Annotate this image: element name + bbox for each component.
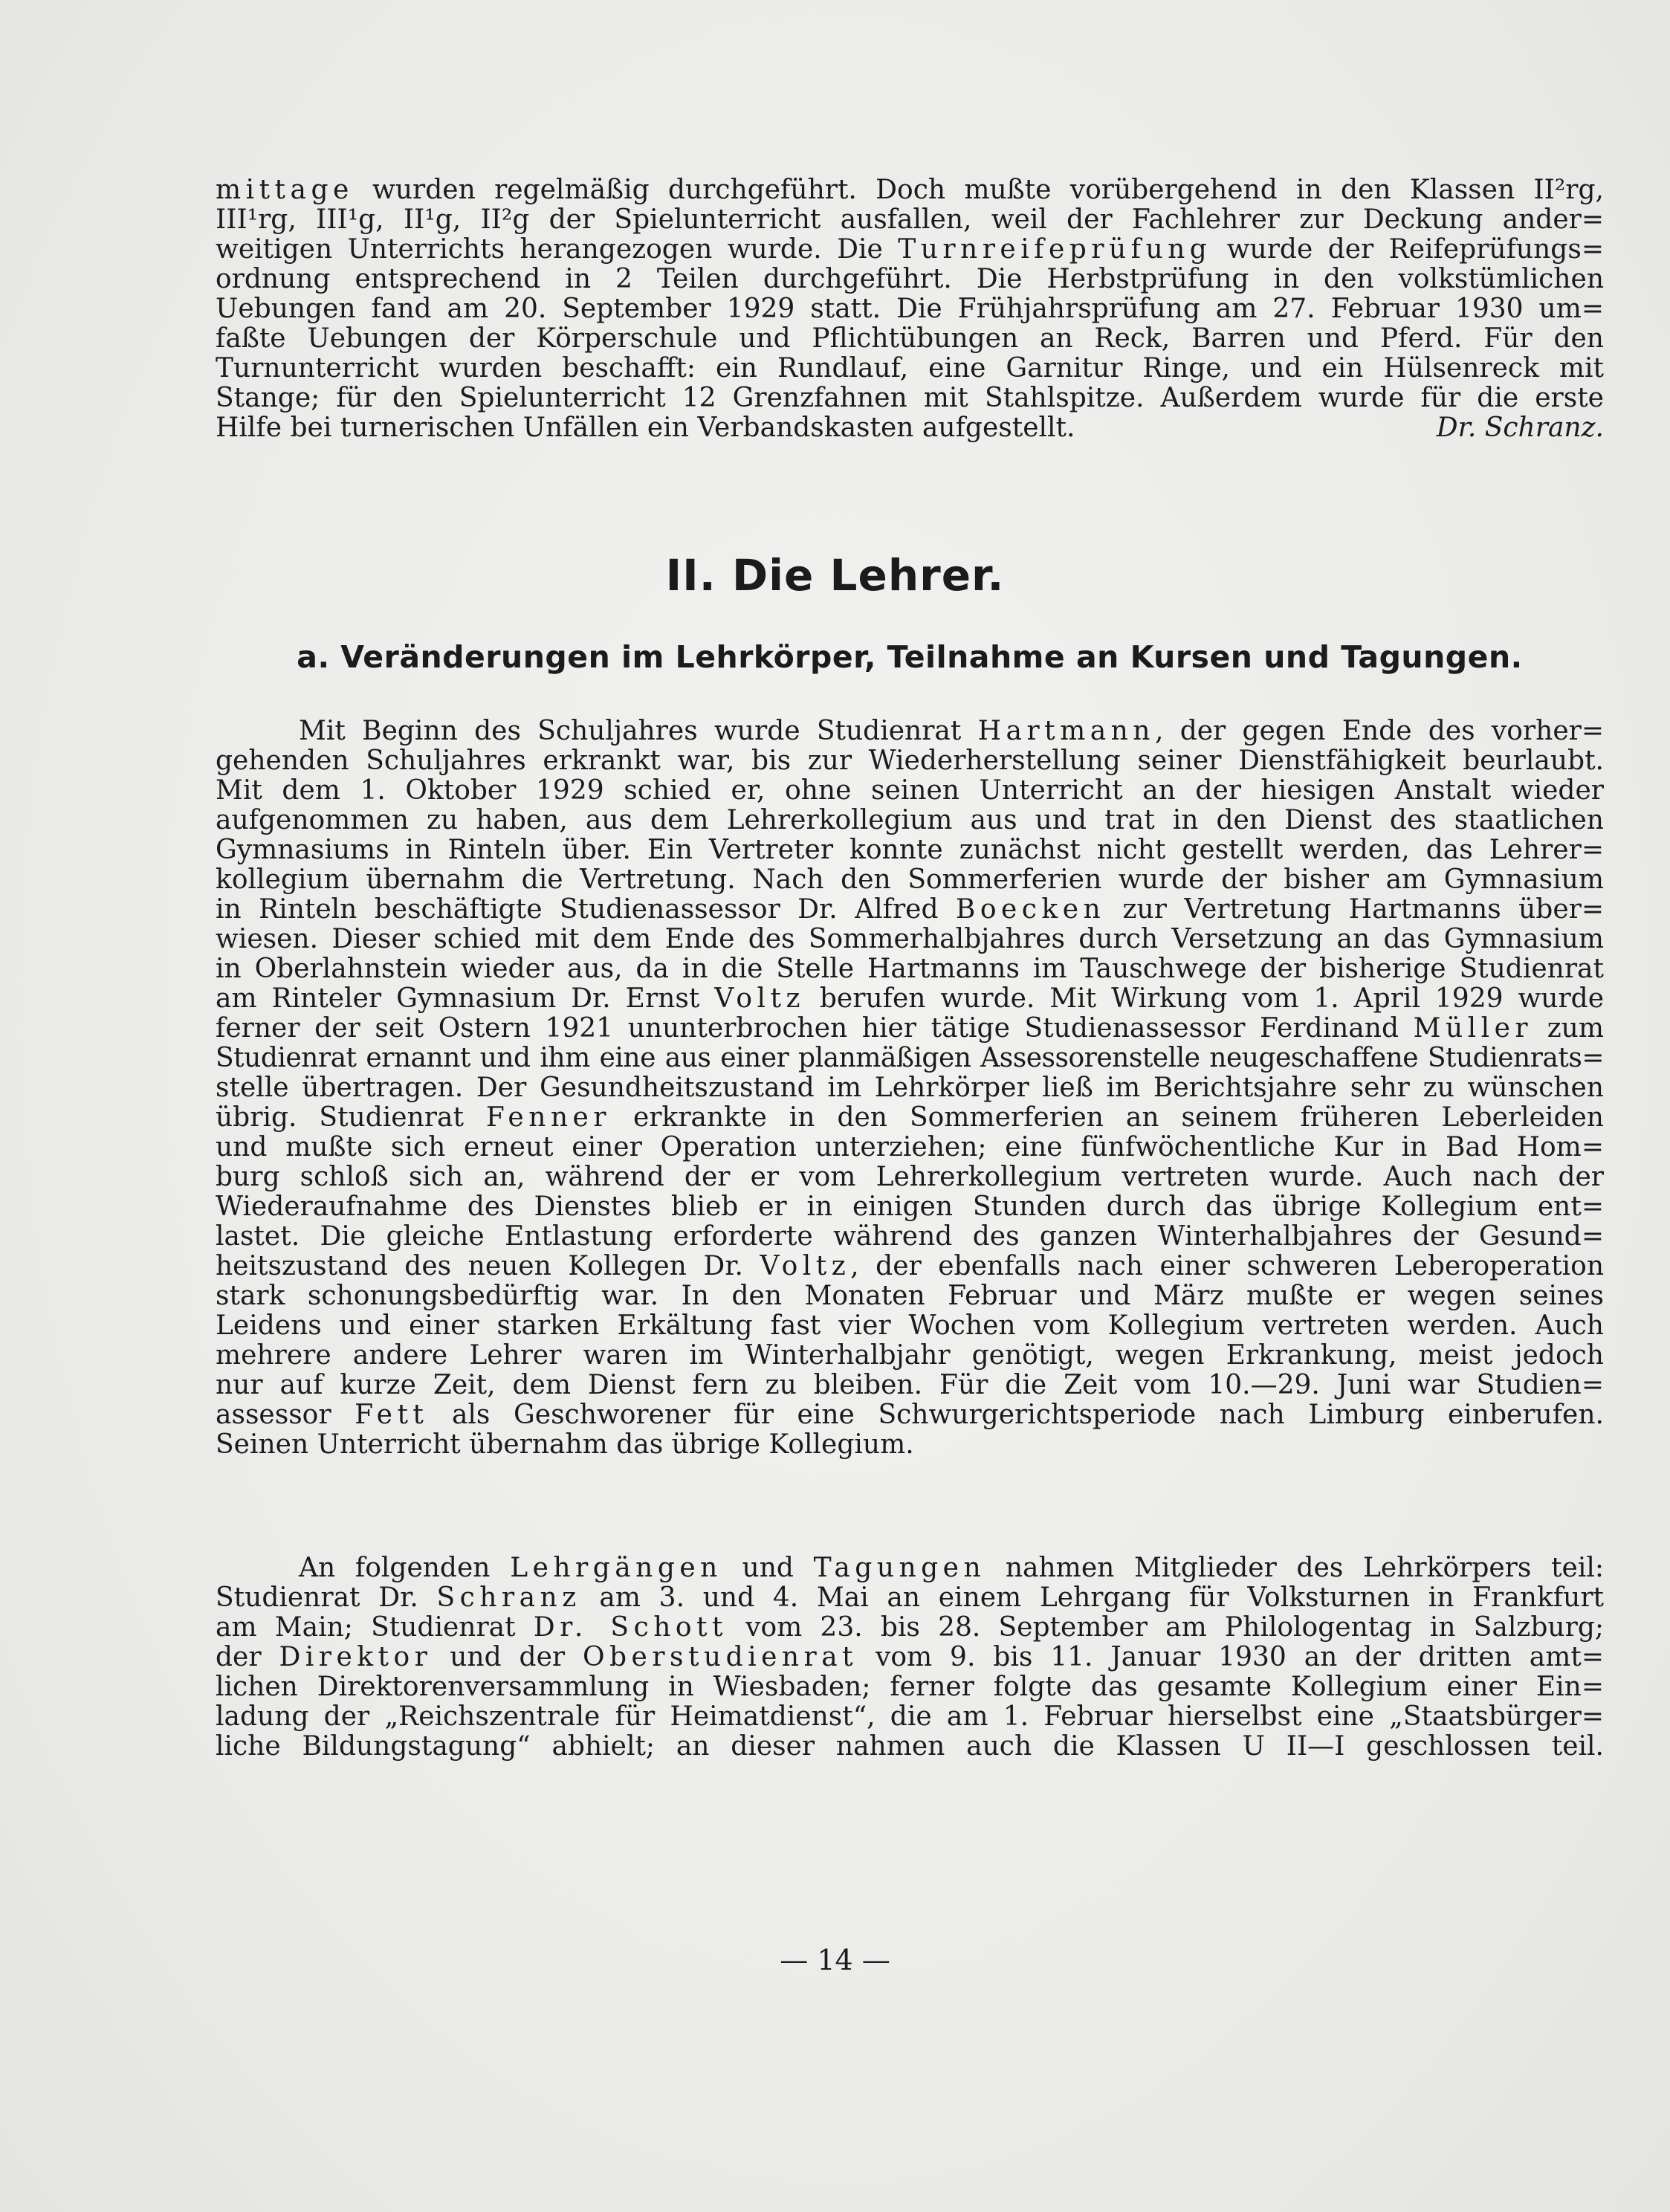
text-line: aufgenommen zu haben, aus dem Lehrerkollegium aus und trat in den Dienst des staatlichen [216,805,1604,835]
text-line-signature: Hilfe bei turnerischen Unfällen ein Verbandskasten aufgestellt. Dr. Schranz. [216,413,1604,443]
text-line: gehenden Schuljahres erkrankt war, bis zur Wiederherstellung seiner Dienstfähigkeit beurlaubt. [216,746,1604,776]
text-line: Seinen Unterricht übernahm das übrige Kollegium. [216,1429,914,1460]
text-line: nur auf kurze Zeit, dem Dienst fern zu bleiben. Für die Zeit vom 10.—29. Juni war Studien= [216,1370,1604,1400]
text-line: weitigen Unterrichts herangezogen wurde. Die Turnreifeprüfung wurde der Reifeprüfungs= [216,234,1604,265]
text-line: der Direktor und der Oberstudienrat vom 9. bis 11. Januar 1930 an der dritten amt= [216,1642,1604,1672]
text-line: Leidens und einer starken Erkältung fast vier Wochen vom Kollegium vertreten werden. Auch [216,1310,1604,1341]
text-line: kollegium übernahm die Vertretung. Nach den Sommerferien wurde der bisher am Gymnasium [216,864,1604,895]
text-line: mittage wurden regelmäßig durchgeführt. Doch mußte vorübergehend in den Klassen II²rg, [216,175,1604,205]
text-line: burg schloß sich an, während der er vom Lehrerkollegium vertreten wurde. Auch nach der [216,1162,1604,1192]
signature: Dr. Schranz. [1436,413,1604,443]
text-line: wiesen. Dieser schied mit dem Ende des Sommerhalbjahres durch Versetzung an das Gymnasium [216,924,1604,954]
section-heading: II. Die Lehrer. [665,550,1005,601]
text-line: Wiederaufnahme des Dienstes blieb er in einigen Stunden durch das übrige Kollegium ent= [216,1191,1604,1222]
page-number: — 14 — [780,1944,890,1976]
text-line: Stange; für den Spielunterricht 12 Grenzfahnen mit Stahlspitze. Außerdem wurde für die erste [216,383,1604,413]
sub-heading: a. Veränderungen im Lehrkörper, Teilnahme an Kursen und Tagungen. [297,639,1523,675]
paragraph-courses [216,1553,1604,1762]
text-line: ladung der „Reichszentrale für Heimatdienst“, die am 1. Februar hierselbst eine „Staatsbürger= [216,1701,1604,1732]
text-line: Uebungen fand am 20. September 1929 statt. Die Frühjahrsprüfung am 27. Februar 1930 um= [216,294,1604,324]
text-line: in Oberlahnstein wieder aus, da in die Stelle Hartmanns im Tauschwege der bisherige Studienrat [216,954,1604,984]
text-line: in Rinteln beschäftigte Studienassessor Dr. Alfred Boecken zur Vertretung Hartmanns über= [216,894,1604,925]
text-line: stelle übertragen. Der Gesundheitszustand im Lehrkörper ließ im Berichtsjahre sehr zu wünschen [216,1073,1604,1103]
text-line: ferner der seit Ostern 1921 ununterbrochen hier tätige Studienassessor Ferdinand Müller zum [216,1013,1604,1044]
text-line: und mußte sich erneut einer Operation unterziehen; eine fünfwöchentliche Kur in Bad Hom= [216,1132,1604,1162]
text-line: III¹rg, III¹g, II¹g, II²g der Spielunterricht ausfallen, weil der Fachlehrer zur Deckung ander= [216,204,1604,235]
text-line: übrig. Studienrat Fenner erkrankte in den Sommerferien an seinem früheren Leberleiden [216,1102,1604,1133]
text-line: lastet. Die gleiche Entlastung erforderte während des ganzen Winterhalbjahres der Gesund= [216,1221,1604,1252]
text-line: liche Bildungstagung“ abhielt; an dieser nahmen auch die Klassen U II—I geschlossen teil. [216,1731,1604,1762]
top-paragraph [216,175,1604,443]
text-line: Turnunterricht wurden beschafft: ein Rundlauf, eine Garnitur Ringe, und ein Hülsenreck mit [216,353,1604,384]
text-line: assessor Fett als Geschworener für eine Schwurgerichtsperiode nach Limburg einberufen. [216,1400,1604,1430]
text-line: am Main; Studienrat Dr. Schott vom 23. bis 28. September am Philologentag in Salzburg; [216,1612,1604,1643]
text-line: lichen Direktorenversammlung in Wiesbaden; ferner folgte das gesamte Kollegium einer Ein= [216,1672,1604,1702]
text-line: Studienrat ernannt und ihm eine aus einer planmäßigen Assessorenstelle neugeschaffene Studienrats= [216,1043,1604,1073]
text-line: Mit dem 1. Oktober 1929 schied er, ohne seinen Unterricht an der hiesigen Anstalt wieder [216,775,1604,806]
text-line: An folgenden Lehrgängen und Tagungen nahmen Mitglieder des Lehrkörpers teil: [299,1553,1604,1583]
text-line: stark schonungsbedürftig war. In den Monaten Februar und März mußte er wegen seines [216,1281,1604,1311]
text-line: Studienrat Dr. Schranz am 3. und 4. Mai an einem Lehrgang für Volksturnen in Frankfurt [216,1582,1604,1613]
paragraph-staff-changes [216,717,1604,1460]
text-line: Gymnasiums in Rinteln über. Ein Vertreter konnte zunächst nicht gestellt werden, das Lehrer= [216,835,1604,865]
text-line: faßte Uebungen der Körperschule und Pflichtübungen an Reck, Barren und Pferd. Für den [216,323,1604,354]
text-line: Mit Beginn des Schuljahres wurde Studienrat Hartmann, der gegen Ende des vorher= [299,716,1605,746]
text-line: ordnung entsprechend in 2 Teilen durchgeführt. Die Herbstprüfung in den volkstümlichen [216,264,1604,294]
text-line: heitszustand des neuen Kollegen Dr. Voltz, der ebenfalls nach einer schweren Leberoperation [216,1251,1605,1281]
text-line: am Rinteler Gymnasium Dr. Ernst Voltz berufen wurde. Mit Wirkung vom 1. April 1929 wurde [216,983,1604,1014]
text-line: mehrere andere Lehrer waren im Winterhalbjahr genötigt, wegen Erkrankung, meist jedoch [216,1340,1604,1371]
